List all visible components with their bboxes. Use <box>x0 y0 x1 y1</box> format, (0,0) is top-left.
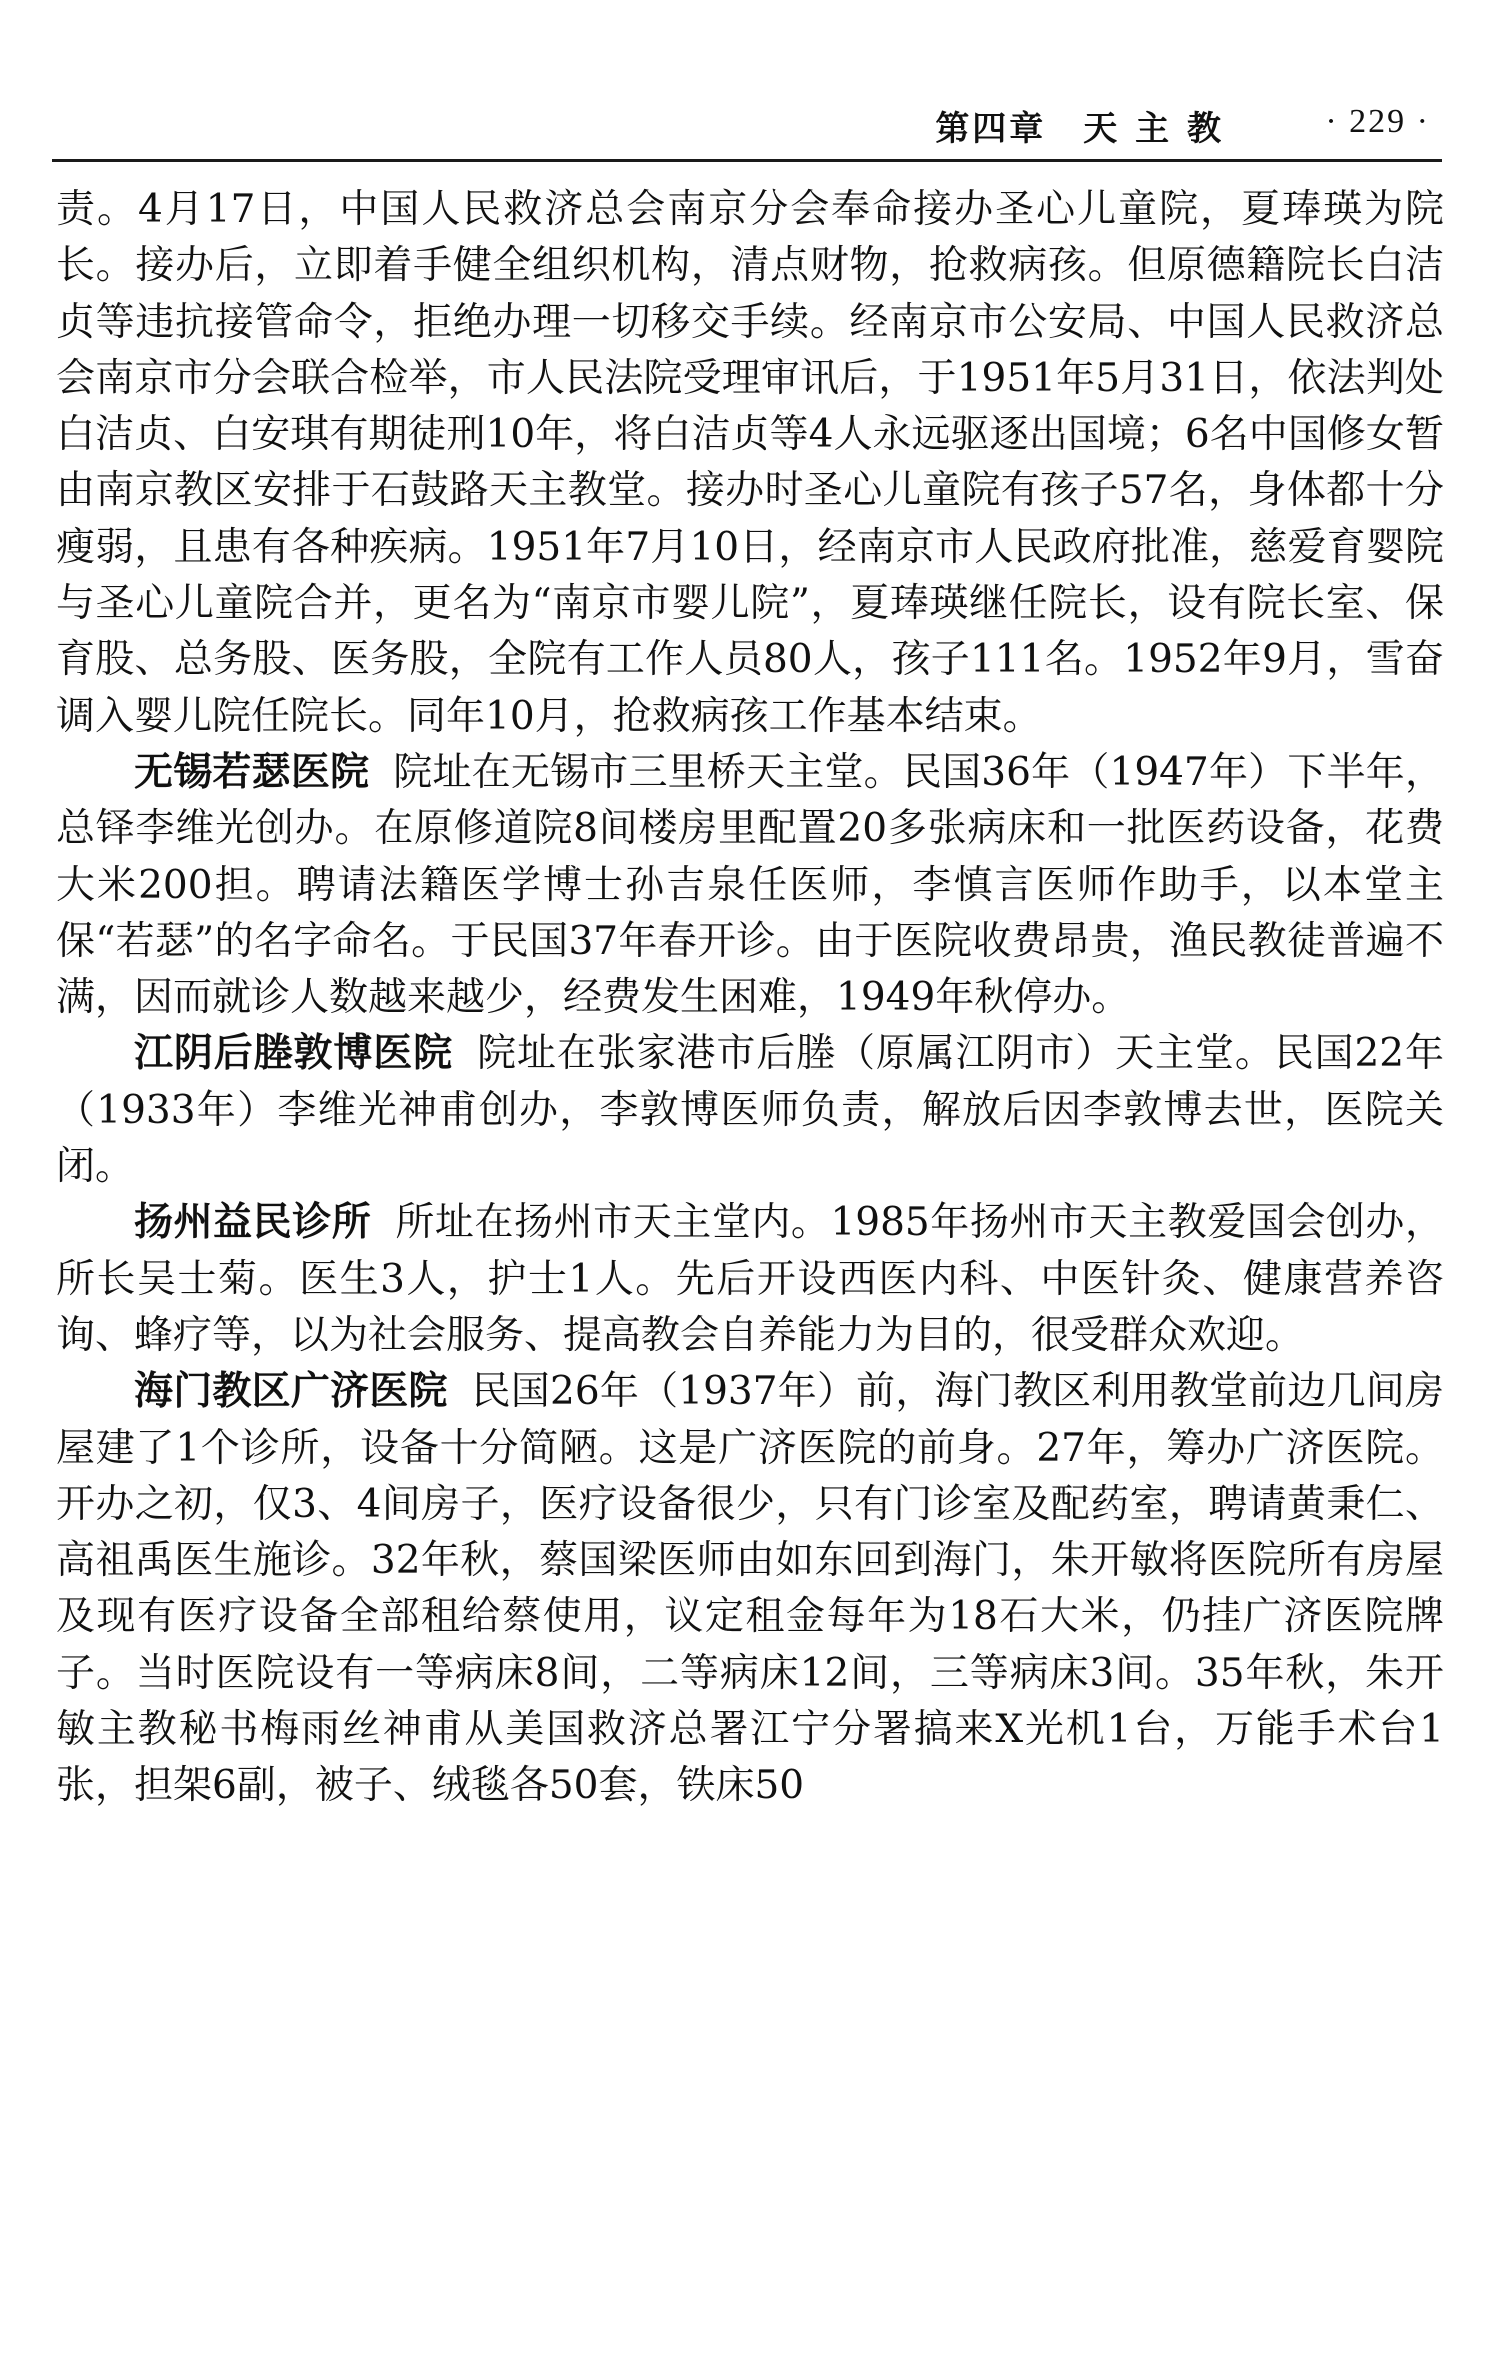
section-heading: 无锡若瑟医院 <box>134 749 370 795</box>
paragraph-jiangyin-hospital <box>56 1026 1444 1195</box>
page-number: · 229 · <box>1325 103 1430 140</box>
paragraph-text: 所址在扬州市天主堂内。1985年扬州市天主教爱国会创办，所长吴士菊。医生3人，护士1人。先后开设西医内科、中医针灸、健康营养咨询、蜂疗等，以为社会服务、提高教会自养能力为目的，很受群众欢迎。 <box>56 1200 1444 1358</box>
paragraph-wuxi-hospital <box>56 745 1444 1026</box>
section-heading: 江阴后塍敦博医院 <box>134 1031 454 1077</box>
running-header <box>52 95 1442 162</box>
paragraph-yangzhou-clinic <box>56 1195 1444 1364</box>
paragraph-haimen-hospital <box>56 1364 1444 1814</box>
body-text <box>56 182 1444 1815</box>
paragraph-text: 院址在无锡市三里桥天主堂。民国36年（1947年）下半年，总铎李维光创办。在原修道院8间楼房里配置20多张病床和一批医药设备，花费大米200担。聘请法籍医学博士孙吉泉任医师，李慎言医师作助手，以本堂主保“若瑟”的名字命名。于民国37年春开诊。由于医院收费昂贵，渔民教徒普遍不满，因而就诊人数越来越少，经费发生困难，1949年秋停办。 <box>56 749 1444 1021</box>
paragraph-text: 院址在张家港市后塍（原属江阴市）天主堂。民国22年（1933年）李维光神甫创办，李敦博医师负责，解放后因李敦博去世，医院关闭。 <box>56 1031 1444 1190</box>
section-heading: 海门教区广济医院 <box>134 1369 448 1415</box>
section-heading: 扬州益民诊所 <box>134 1200 372 1246</box>
paragraph-text: 民国26年（1937年）前，海门教区利用教堂前边几间房屋建了1个诊所，设备十分简陋。这是广济医院的前身。27年，筹办广济医院。开办之初，仅3、4间房子，医疗设备很少，只有门诊室及配药室，聘请黄秉仁、高祖禹医生施诊。32年秋，蔡国梁医师由如东回到海门，朱开敏将医院所有房屋及现有医疗设备全部租给蔡使用，议定租金每年为18石大米，仍挂广济医院牌子。当时医院设有一等病床8间，二等病床12间，三等病床3间。35年秋，朱开敏主教秘书梅雨丝神甫从美国救济总署江宁分署搞来X光机1台，万能手术台1张，担架6副，被子、绒毯各50套，铁床50 <box>56 1369 1444 1809</box>
chapter-title: 第四章 天 主 教 <box>935 109 1224 149</box>
paragraph-text: 责。4月17日，中国人民救济总会南京分会奉命接办圣心儿童院，夏琫瑛为院长。接办后，立即着手健全组织机构，清点财物，抢救病孩。但原德籍院长白洁贞等违抗接管命令，拒绝办理一切移交手续。经南京市公安局、中国人民救济总会南京市分会联合检举，市人民法院受理审讯后，于1951年5月31日，依法判处白洁贞、白安琪有期徒刑10年，将白洁贞等4人永远驱逐出国境；6名中国修女暂由南京教区安排于石鼓路天主教堂。接办时圣心儿童院有孩子57名，身体都十分瘦弱，且患有各种疾病。1951年7月10日，经南京市人民政府批准，慈爱育婴院与圣心儿童院合并，更名为“南京市婴儿院”，夏琫瑛继任院长，设有院长室、保育股、总务股、医务股，全院有工作人员80人，孩子111名。1952年9月，雪奋调入婴儿院任院长。同年10月，抢救病孩工作基本结束。 <box>56 187 1444 739</box>
paragraph-continued <box>56 182 1444 745</box>
